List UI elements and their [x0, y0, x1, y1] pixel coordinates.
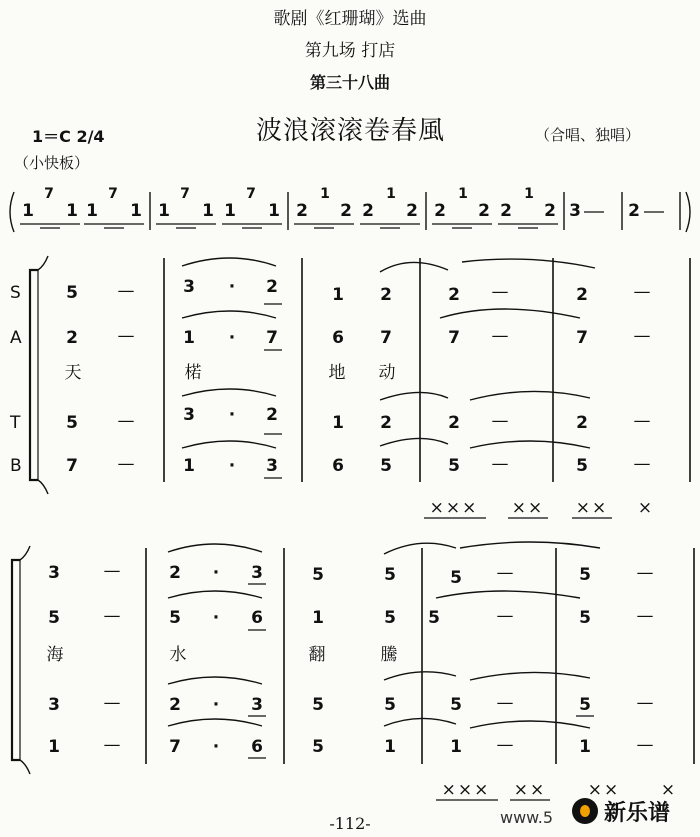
dash: — [633, 454, 651, 474]
lyric: 动 [378, 363, 402, 383]
voice-label-alto: A [10, 328, 22, 348]
intro-note: 1 [268, 201, 280, 221]
dot: · [228, 405, 236, 425]
dot: · [212, 563, 220, 583]
dot: · [228, 328, 236, 348]
dash: — [117, 326, 135, 346]
note: 5 [48, 608, 60, 628]
dot: · [212, 695, 220, 715]
note: 7 [448, 328, 460, 348]
intro-note: 1 [66, 201, 78, 221]
note: 5 [66, 283, 78, 303]
note: 5 [384, 695, 396, 715]
note: 5 [450, 695, 462, 715]
note: 2 [380, 285, 392, 305]
note: 1 [312, 608, 324, 628]
dash: — [496, 563, 514, 583]
note: 1 [48, 737, 60, 757]
note: 5 [579, 608, 591, 628]
intro-note: 2 [296, 201, 308, 221]
note: 2 [380, 413, 392, 433]
dash: — [103, 561, 121, 581]
note: 5 [66, 413, 78, 433]
voice-label-tenor: T [10, 413, 21, 433]
voice-label-bass: B [10, 456, 22, 476]
intro-note: 7 [180, 186, 190, 202]
lyric: 水 [169, 645, 193, 665]
intro-note: 2 [544, 201, 556, 221]
note: 1 [450, 737, 462, 757]
dash: — [496, 693, 514, 713]
note: 7 [266, 328, 278, 348]
note: 5 [576, 456, 588, 476]
intro-note: 2 [478, 201, 490, 221]
note: 1 [332, 413, 344, 433]
note: 3 [48, 695, 60, 715]
dash: — [491, 454, 509, 474]
percussion-mark: ××× [441, 780, 491, 800]
intro-note: 1 [158, 201, 170, 221]
intro-paren-right [686, 192, 690, 232]
dot: · [212, 737, 220, 757]
note: 5 [579, 695, 591, 715]
dash: — [496, 735, 514, 755]
dash: — [103, 606, 121, 626]
note: 2 [576, 413, 588, 433]
tempo-marking: （小快板） [14, 154, 90, 172]
note: 2 [448, 413, 460, 433]
lyric: 地 [328, 363, 352, 383]
lyric: 天 [64, 363, 88, 383]
dash: — [491, 282, 509, 302]
note: 1 [579, 737, 591, 757]
note: 5 [169, 608, 181, 628]
intro-note: 2 [434, 201, 446, 221]
intro-note: 2 [406, 201, 418, 221]
note: 3 [266, 456, 278, 476]
bracket-hook [38, 480, 48, 494]
lyric: 騰 [380, 645, 404, 665]
note: 5 [380, 456, 392, 476]
note: 5 [428, 608, 440, 628]
lyric: 翻 [308, 645, 332, 665]
dash: — [491, 326, 509, 346]
piece-number: 第三十八曲 [309, 73, 390, 92]
note: 5 [312, 737, 324, 757]
intro-note: 1 [224, 201, 236, 221]
note: 5 [450, 568, 462, 588]
percussion-mark: × [637, 498, 653, 518]
intro-paren-left [10, 192, 14, 232]
note: 6 [251, 737, 263, 757]
note: 2 [448, 285, 460, 305]
percussion-mark: ×× [587, 780, 621, 800]
note: 5 [312, 565, 324, 585]
note: 6 [251, 608, 263, 628]
note: 3 [251, 563, 263, 583]
dash: — [103, 693, 121, 713]
intro-note: 7 [246, 186, 256, 202]
intro-note: 2 [628, 201, 640, 221]
dash: — [633, 326, 651, 346]
dash: — [103, 735, 121, 755]
note: 7 [576, 328, 588, 348]
intro-note: 1 [22, 201, 34, 221]
note: 5 [448, 456, 460, 476]
note: 1 [384, 737, 396, 757]
intro-beams [20, 212, 664, 228]
intro-note: 2 [500, 201, 512, 221]
site-logo-text: 新乐谱 [604, 801, 671, 826]
dot: · [212, 608, 220, 628]
opera-title: 歌剧《红珊瑚》选曲 [273, 9, 427, 29]
intro-note: 1 [130, 201, 142, 221]
percussion-mark: ××× [429, 498, 479, 518]
percussion-mark: × [660, 780, 676, 800]
dash: — [117, 454, 135, 474]
song-title: 波浪滚滚卷春風 [256, 116, 446, 146]
note: 1 [183, 328, 195, 348]
intro-note: 7 [108, 186, 118, 202]
intro-note: 1 [320, 186, 330, 202]
dash: — [636, 693, 654, 713]
note: 2 [266, 277, 278, 297]
dash: — [117, 281, 135, 301]
dash: — [633, 411, 651, 431]
note: 1 [332, 285, 344, 305]
intro-note: 1 [386, 186, 396, 202]
note: 3 [183, 277, 195, 297]
lyric: 楉 [184, 363, 208, 383]
note: 2 [266, 405, 278, 425]
note: 2 [576, 285, 588, 305]
dash: — [117, 411, 135, 431]
system-bracket [30, 270, 38, 480]
note: 3 [48, 563, 60, 583]
note: 5 [579, 565, 591, 585]
dash: — [636, 735, 654, 755]
page-number: -112- [329, 814, 371, 833]
percussion-mark: ×× [511, 498, 545, 518]
percussion-mark: ×× [575, 498, 609, 518]
note: 5 [312, 695, 324, 715]
note: 5 [384, 565, 396, 585]
dash: — [491, 411, 509, 431]
intro-note: 1 [86, 201, 98, 221]
voice-label-soprano: S [10, 283, 21, 303]
note: 7 [380, 328, 392, 348]
intro-note: 7 [44, 186, 54, 202]
note: 3 [251, 695, 263, 715]
intro-note: 1 [202, 201, 214, 221]
dot: · [228, 277, 236, 297]
dash: — [636, 563, 654, 583]
key-signature: 1＝C 2/4 [32, 127, 105, 146]
note: 6 [332, 456, 344, 476]
note: 7 [66, 456, 78, 476]
dash: — [496, 606, 514, 626]
note: 3 [183, 405, 195, 425]
bracket-hook [38, 256, 48, 270]
dash: — [633, 282, 651, 302]
intro-note: 2 [340, 201, 352, 221]
intro-note: 1 [524, 186, 534, 202]
note: 2 [169, 563, 181, 583]
scene-title: 第九场 打店 [304, 41, 396, 61]
intro-note: 2 [362, 201, 374, 221]
note: 2 [66, 328, 78, 348]
dot: · [228, 456, 236, 476]
percussion-mark: ×× [513, 780, 547, 800]
dash: — [636, 606, 654, 626]
note: 6 [332, 328, 344, 348]
note: 1 [183, 456, 195, 476]
watermark-url: www.5 [500, 808, 554, 827]
note: 5 [384, 608, 396, 628]
note: 2 [169, 695, 181, 715]
voicing-note: （合唱、独唱） [535, 126, 641, 144]
intro-note: 1 [458, 186, 468, 202]
note: 7 [169, 737, 181, 757]
intro-note: 3 [569, 201, 581, 221]
lyric: 海 [46, 645, 70, 665]
